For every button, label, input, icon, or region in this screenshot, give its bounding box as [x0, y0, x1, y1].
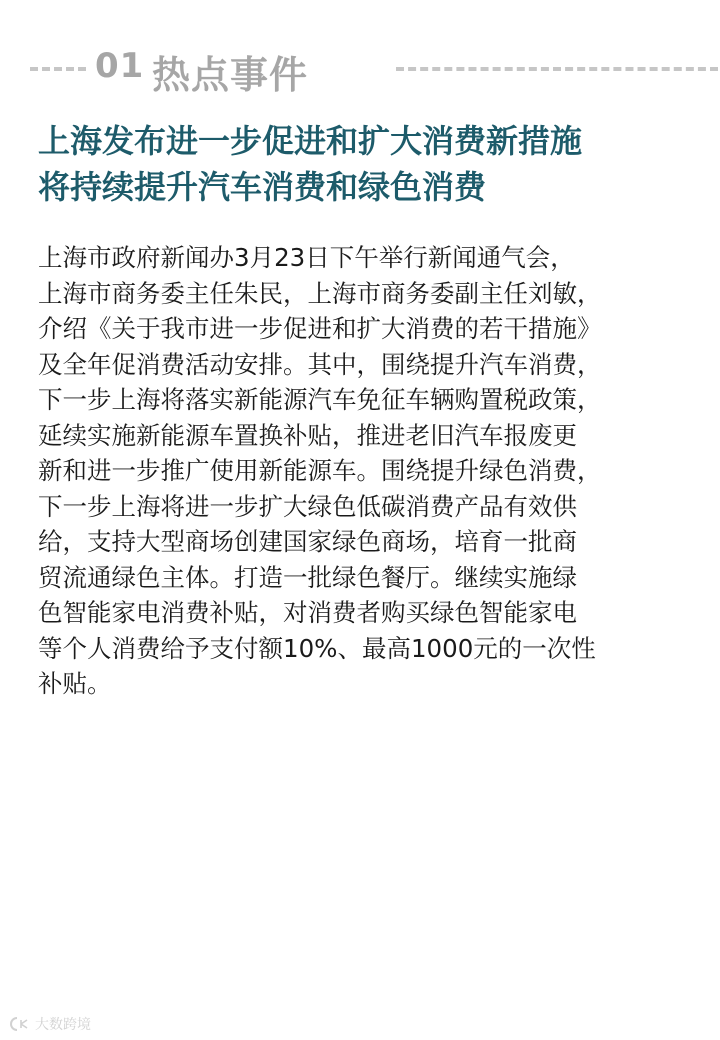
- body-line: 色智能家电消费补贴，对消费者购买绿色智能家电: [38, 598, 577, 627]
- watermark-logo-icon: [8, 1015, 32, 1033]
- section-header: [0, 40, 720, 96]
- body-line: 新和进一步推广使用新能源车。围绕提升绿色消费，: [38, 456, 602, 485]
- body-line: 及全年促消费活动安排。其中，围绕提升汽车消费，: [38, 349, 602, 379]
- headline-line: 上海发布进一步促进和扩大消费新措施: [38, 122, 583, 160]
- section-number: 01: [95, 46, 145, 86]
- body-line: 给，支持大型商场创建国家绿色商场，培育一批商: [38, 527, 577, 556]
- body-line: 延续实施新能源车置换补贴，推进老旧汽车报废更: [38, 420, 577, 450]
- section-label: 热点事件: [152, 53, 309, 97]
- body-line: 介绍《关于我市进一步促进和扩大消费的若干措施》: [38, 314, 602, 343]
- body-line: 上海市政府新闻办3月23日下午举行新闻通气会，: [38, 243, 575, 272]
- body-line: 上海市商务委主任朱民，上海市商务委副主任刘敏，: [38, 278, 602, 308]
- dashed-divider-left: [30, 67, 86, 71]
- body-line: 等个人消费给予支付额10%、最高1000元的一次性: [38, 633, 596, 663]
- watermark-text: 大数跨境: [35, 1017, 91, 1033]
- watermark: [8, 1014, 91, 1034]
- body-line: 下一步上海将落实新能源汽车免征车辆购置税政策，: [38, 385, 602, 414]
- body-line: 贸流通绿色主体。打造一批绿色餐厅。继续实施绿: [38, 562, 577, 592]
- body-line: 补贴。: [38, 669, 112, 698]
- headline: [38, 118, 698, 210]
- dashed-divider-right: [396, 67, 718, 71]
- article-body: [38, 240, 718, 702]
- headline-line: 将持续提升汽车消费和绿色消费: [38, 168, 487, 206]
- body-line: 下一步上海将进一步扩大绿色低碳消费产品有效供: [38, 491, 577, 521]
